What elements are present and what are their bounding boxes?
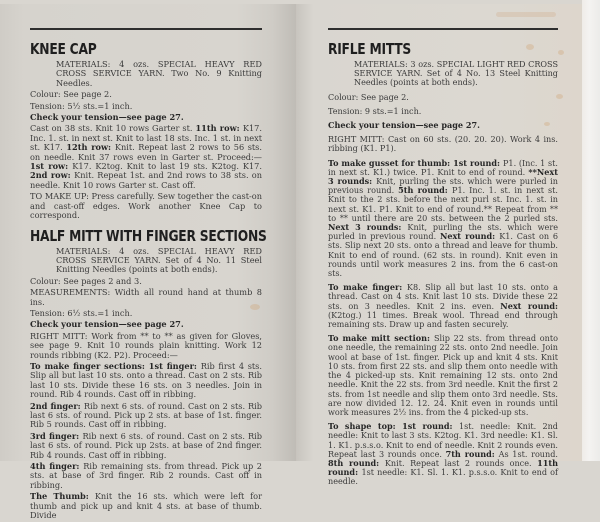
- mitt-section-instructions: [328, 334, 558, 417]
- finger-3: [30, 432, 262, 460]
- check-tension-text: Check your tension—see page 27.: [30, 112, 184, 123]
- step-label: 7th round:: [445, 448, 499, 459]
- colour: Colour: See page 2.: [30, 89, 112, 100]
- text: Slip 22 sts. from thread onto one needle, the remaining 22 sts. onto 2nd needle. Join wool at base of 1st. finger. Pick up and knit 4 sts. Knit 10 sts. from first 22 sts. and slip them onto needle with the 4 picked-up sts. Knit remaining 12 sts. onto 2nd needle. Knit the 22 sts. from 3rd needle. Knit the first 2 sts. from 1st needle and slip them onto 3rd needle. Sts. are now divided 12. 12. 24. Knit even in rounds until work measures 2½ ins. from the 4 picked-up sts.: [328, 333, 558, 417]
- row-label: 2nd row:: [30, 170, 75, 181]
- instructions: [30, 124, 262, 190]
- step-label: To make mitt section:: [328, 333, 434, 344]
- check-tension-text: Check your tension—see page 27.: [328, 120, 480, 131]
- step-label: To make finger sections: 1st finger:: [30, 360, 201, 371]
- step-label: 3rd finger:: [30, 430, 83, 441]
- step-label: **Next 3 rounds:: [328, 166, 558, 187]
- step-label: Next round:: [439, 231, 500, 242]
- text: K17. Inc. 1. st. in next st. Knit to last 18 sts. Inc. 1 st. in next st. K17.: [30, 123, 262, 153]
- finger-1: [30, 362, 262, 400]
- step-label: 4th finger:: [30, 461, 84, 472]
- step-label: Next round:: [500, 300, 558, 311]
- text: 1st. needle: Knit. 2nd needle: Knit to last 3 sts. K2tog. K1. 3rd needle: K1. Sl. 1. K1. p.s.s.o. Knit to end of needle. Knit 2 rounds even. Repeat last 3 rounds once.: [328, 421, 558, 459]
- step-label: To shape top: 1st round:: [328, 421, 459, 432]
- top-rule: [328, 28, 558, 30]
- text: 1st needle: K1. Sl. 1. K1. p.s.s.o. Knit to end of needle.: [328, 467, 558, 487]
- section-title: RIFLE MITTS: [328, 40, 412, 58]
- section-title: HALF MITT WITH FINGER SECTIONS: [30, 226, 267, 245]
- tension: Tension: 6½ sts.=1 inch.: [30, 307, 133, 318]
- text: (K2tog.) 11 times. Break wool. Thread end through remaining sts. Draw up and fasten securely.: [328, 309, 558, 330]
- check-tension-text: Check your tension—see page 27.: [30, 319, 184, 330]
- text: K17. K2tog. Knit to last 19 sts. K2tog. K17.: [72, 161, 262, 172]
- gusset-instructions: [328, 159, 558, 279]
- tension: Tension: 5½ sts.=1 inch.: [30, 100, 133, 111]
- text: Knit, purling the sts. which were purled in previous round.: [328, 176, 558, 196]
- colour: Colour: See pages 2 and 3.: [30, 275, 142, 286]
- step-label: To make finger:: [328, 282, 407, 293]
- step-label: 8th round:: [328, 457, 385, 468]
- row-label: 1st row:: [30, 161, 73, 172]
- colour: Colour: See page 2.: [328, 91, 409, 102]
- text: Cast on 38 sts. Knit 10 rows Garter st.: [30, 123, 196, 134]
- text: Knit the 16 sts. which were left for thumb and pick up and knit 4 sts. at base of thumb. Divide: [30, 491, 263, 521]
- text: Knit. Repeat last 2 rows to 56 sts. on needle. Knit 37 rows even in Garter st. Proceed:—: [30, 142, 262, 162]
- shape-top-instructions: [328, 422, 558, 486]
- section-title: KNEE CAP: [30, 40, 97, 58]
- step-label: Next 3 rounds:: [328, 222, 408, 233]
- step-label: The Thumb:: [30, 491, 95, 502]
- materials: MATERIALS: 4 ozs. SPECIAL HEAVY RED CROSS SERVICE YARN. Set of 4 No. 11 Steel Knitting Needles (points at both ends).: [56, 245, 262, 275]
- text: Rib next 6 sts. of round. Cast on 2 sts. Rib last 6 sts. of round. Pick up 2sts. at base of 2nd finger. Rib 4 rounds. Cast off in ribbing.: [30, 430, 262, 460]
- thumb: [30, 492, 262, 520]
- left-page-content: [30, 28, 267, 522]
- text: Knit. Repeat last 2 rounds once.: [384, 457, 538, 468]
- text: Rib first 4 sts. Slip all but last 10 sts. onto a thread. Cast on 2 sts. Rib last 10 sts. Divide these 16 sts. on 3 needles. Join in round. Rib 4 rounds. Cast off in ribbing.: [30, 360, 262, 400]
- half-mitt-section: [30, 226, 267, 521]
- left-page: [0, 4, 296, 521]
- step-label: 11th round:: [328, 457, 558, 478]
- check-tension: [328, 121, 558, 130]
- right-page: [296, 4, 582, 487]
- text: Rib remaining sts. from thread. Pick up 2 sts. at base of 3rd finger. Rib 2 rounds. Cast off in ribbing.: [30, 461, 262, 490]
- right-mitt: RIGHT MITT: Cast on 60 sts. (20. 20. 20). Work 4 ins. ribbing (K1. P1).: [328, 134, 558, 154]
- top-rule: [30, 28, 262, 30]
- text: K1. Cast on 6 sts. Slip next 20 sts. onto a thread and leave for thumb. Knit to end of round. (62 sts. in round). Knit even in rounds until work measures 2 ins. from the 6 cast-on sts.: [328, 231, 558, 279]
- make-up: TO MAKE UP: Press carefully. Sew together the cast-on and cast-off edges. Work another Knee Cap to correspond.: [30, 191, 262, 221]
- rifle-mitts-section: [328, 40, 558, 487]
- check-tension: [30, 113, 262, 122]
- row-label: 11th row:: [195, 123, 243, 134]
- step-label: 5th round:: [398, 185, 452, 196]
- text: Rib next 6 sts. of round. Cast on 2 sts. Rib last 6 sts. of round. Pick up 2 sts. at base of 1st. finger. Rib 5 rounds. Cast off in ribbing.: [30, 400, 262, 430]
- materials: MATERIALS: 3 ozs. SPECIAL LIGHT RED CROSS SERVICE YARN. Set of 4 No. 13 Steel Knitting Needles (points at both ends).: [354, 59, 558, 88]
- measurements: MEASUREMENTS: Width all round hand at thumb 8 ins.: [30, 287, 262, 307]
- finger-2: [30, 402, 262, 430]
- step-label: To make gusset for thumb: 1st round:: [328, 157, 503, 168]
- text: As 1st. round.: [498, 448, 558, 459]
- text: K8. Slip all but last 10 sts. onto a thread. Cast on 4 sts. Knit last 10 sts. Divide these 22 sts. on 3 needles. Knit 2 ins. even.: [328, 282, 558, 311]
- right-page-content: [328, 28, 558, 489]
- text: Knit. Repeat 1st. and 2nd rows to 38 sts. on needle. Knit 10 rows Garter st. Cast off.: [30, 170, 262, 190]
- row-label: 12th row:: [66, 142, 115, 153]
- check-tension: [30, 320, 262, 329]
- page-edge: [582, 0, 600, 461]
- text: P1. (Inc. 1 st. in next st. K1.) twice. P1. Knit to end of round.: [328, 157, 558, 177]
- step-label: 2nd finger:: [30, 400, 84, 411]
- tension: Tension: 9 sts.=1 inch.: [328, 105, 422, 116]
- finger-instructions: [328, 283, 558, 329]
- knee-cap-section: [30, 40, 262, 221]
- right-mitt: RIGHT MITT: Work from ** to ** as given for Gloves, see page 9. Knit 10 rounds plain knitting. Work 12 rounds ribbing (K2. P2). Proceed:—: [30, 330, 262, 360]
- finger-4: [30, 462, 262, 490]
- text: Knit, purling the sts. which were purled in previous round.: [328, 222, 558, 242]
- materials: MATERIALS: 4 ozs. SPECIAL HEAVY RED CROSS SERVICE YARN. Two No. 9 Knitting Needles.: [56, 59, 262, 88]
- text: P1. Inc. 1. st. in next st. Knit to the 2 sts. before the next purl st. Inc. 1. st. in next st. K1. P1. Knit to end of round.** Repeat from ** to ** until there are 20 sts. between the 2 purled sts.: [328, 185, 558, 223]
